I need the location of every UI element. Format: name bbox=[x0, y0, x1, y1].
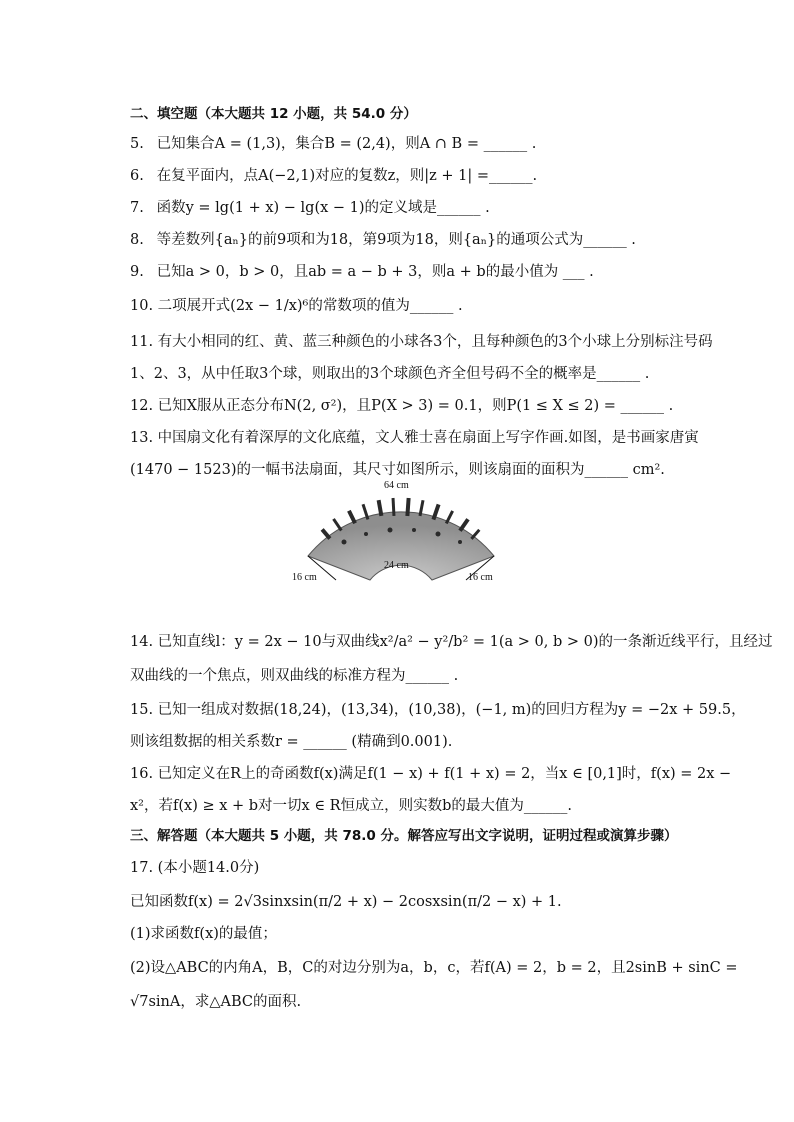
question-14-line-2: 双曲线的一个焦点，则双曲线的标准方程为______ . bbox=[130, 668, 459, 684]
question-11-line-2: 1、2、3，从中任取3个球，则取出的3个球颜色齐全但号码不全的概率是______ . bbox=[130, 366, 650, 382]
question-number: 15. bbox=[130, 702, 154, 718]
question-number: 5. bbox=[130, 136, 144, 152]
question-7 bbox=[130, 198, 490, 218]
question-number: 17. bbox=[130, 860, 154, 876]
fan-figure bbox=[292, 480, 506, 586]
question-number: 7. bbox=[130, 200, 144, 216]
question-9 bbox=[130, 262, 594, 282]
question-text: 等差数列{aₙ}的前9项和为18，第9项为18，则{aₙ}的通项公式为______ . bbox=[156, 232, 636, 248]
question-5 bbox=[130, 134, 536, 154]
fan-label-right: 16 cm bbox=[468, 572, 493, 583]
question-16-line-2: x²，若f(x) ≥ x + b对一切x ∈ R恒成立，则实数b的最大值为______. bbox=[130, 798, 572, 814]
question-12 bbox=[130, 396, 673, 416]
question-14 bbox=[130, 632, 773, 652]
question-text: 已知a > 0，b > 0，且ab = a − b + 3，则a + b的最小值为 ___ . bbox=[156, 264, 594, 280]
fan-label-top: 64 cm bbox=[384, 480, 409, 491]
question-17 bbox=[130, 858, 259, 878]
question-text: 已知直线l：y = 2x − 10与双曲线x²/a² − y²/b² = 1(a > 0, b > 0)的一条渐近线平行，且经过 bbox=[157, 634, 773, 650]
question-number: 11. bbox=[130, 334, 154, 350]
question-17-line-2: (1)求函数f(x)的最值； bbox=[130, 926, 277, 942]
question-13 bbox=[130, 428, 699, 448]
question-text: 在复平面内，点A(−2,1)对应的复数z，则|z + 1| =______. bbox=[156, 168, 538, 184]
question-6 bbox=[130, 166, 537, 186]
question-number: 12. bbox=[130, 398, 154, 414]
question-16 bbox=[130, 764, 731, 784]
question-8 bbox=[130, 230, 636, 250]
question-number: 10. bbox=[130, 298, 154, 314]
question-17-line-3: (2)设△ABC的内角A，B，C的对边分别为a，b，c，若f(A) = 2，b = 2，且2sinB + sinC = bbox=[130, 960, 738, 976]
question-header: (本小题14.0分) bbox=[157, 860, 260, 876]
section-fill-title: 二、填空题（本大题共 12 小题，共 54.0 分） bbox=[130, 106, 417, 122]
question-text: 函数y = lg(1 + x) − lg(x − 1)的定义域是______ . bbox=[156, 200, 490, 216]
question-15-line-2: 则该组数据的相关系数r = ______ (精确到0.001). bbox=[130, 734, 453, 750]
question-number: 13. bbox=[130, 430, 154, 446]
question-13-line-2: (1470 − 1523)的一幅书法扇面，其尺寸如图所示，则该扇面的面积为______ cm². bbox=[130, 462, 665, 478]
question-text: 已知定义在R上的奇函数f(x)满足f(1 − x) + f(1 + x) = 2，当x ∈ [0,1]时，f(x) = 2x − bbox=[157, 766, 732, 782]
question-17-line-1: 已知函数f(x) = 2√3sinxsin(π/2 + x) − 2cosxsin(π/2 − x) + 1. bbox=[130, 894, 562, 910]
question-15 bbox=[130, 700, 746, 720]
question-text: 已知集合A = (1,3)，集合B = (2,4)，则A ∩ B = ______ . bbox=[156, 136, 537, 152]
question-number: 14. bbox=[130, 634, 154, 650]
question-11 bbox=[130, 332, 713, 352]
question-text: 已知X服从正态分布N(2, σ²)，且P(X > 3) = 0.1，则P(1 ≤ X ≤ 2) = ______ . bbox=[157, 398, 674, 414]
fan-label-left: 16 cm bbox=[292, 572, 317, 583]
question-10 bbox=[130, 296, 463, 316]
question-text: 中国扇文化有着深厚的文化底蕴，文人雅士喜在扇面上写字作画.如图，是书画家唐寅 bbox=[157, 430, 699, 446]
question-text: 已知一组成对数据(18,24)，(13,34)，(10,38)，(−1, m)的回归方程为y = −2x + 59.5， bbox=[157, 702, 746, 718]
question-number: 16. bbox=[130, 766, 154, 782]
question-text: 二项展开式(2x − 1/x)⁶的常数项的值为______ . bbox=[157, 298, 463, 314]
section-solve-title: 三、解答题（本大题共 5 小题，共 78.0 分。解答应写出文字说明，证明过程或演算步骤） bbox=[130, 828, 678, 844]
question-17-line-4: √7sinA，求△ABC的面积. bbox=[130, 994, 302, 1010]
question-number: 8. bbox=[130, 232, 144, 248]
question-text: 有大小相同的红、黄、蓝三种颜色的小球各3个，且每种颜色的3个小球上分别标注号码 bbox=[157, 334, 713, 350]
question-number: 9. bbox=[130, 264, 144, 280]
fan-label-inner: 24 cm bbox=[384, 560, 409, 571]
question-number: 6. bbox=[130, 168, 144, 184]
